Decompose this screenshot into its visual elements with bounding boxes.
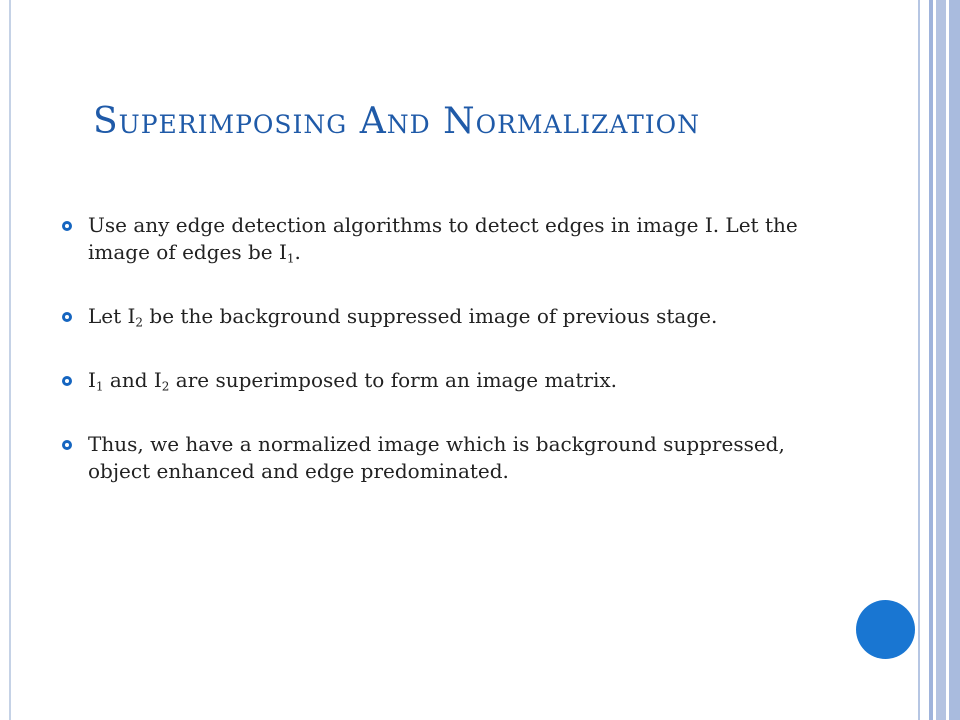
slide-title: Superimposing And Normalization: [93, 101, 700, 142]
circle-bullet-icon: [62, 376, 72, 386]
decorative-circle-icon: [856, 600, 915, 659]
bullet-item-1: [62, 212, 822, 266]
bullet-item-4: [62, 431, 822, 485]
circle-bullet-icon: [62, 221, 72, 231]
bullet-text: Let $I_2$ be the background suppressed image of previous stage.: [88, 304, 718, 330]
right-decorative-stripes: [916, 0, 960, 720]
bullet-item-2: [62, 303, 822, 330]
bullet-item-3: [62, 367, 822, 394]
bullet-text: Use any edge detection algorithms to detect edges in image I. Let the image of edges be $I_1$.: [88, 213, 798, 266]
bullet-text: $I_1$ and $I_2$ are superimposed to form an image matrix.: [88, 368, 617, 394]
circle-bullet-icon: [62, 440, 72, 450]
bullet-list: [62, 212, 822, 522]
left-border-rule: [9, 0, 11, 720]
bullet-text: Thus, we have a normalized image which is background suppressed, object enhanced and edge predominated.: [88, 432, 785, 483]
circle-bullet-icon: [62, 312, 72, 322]
